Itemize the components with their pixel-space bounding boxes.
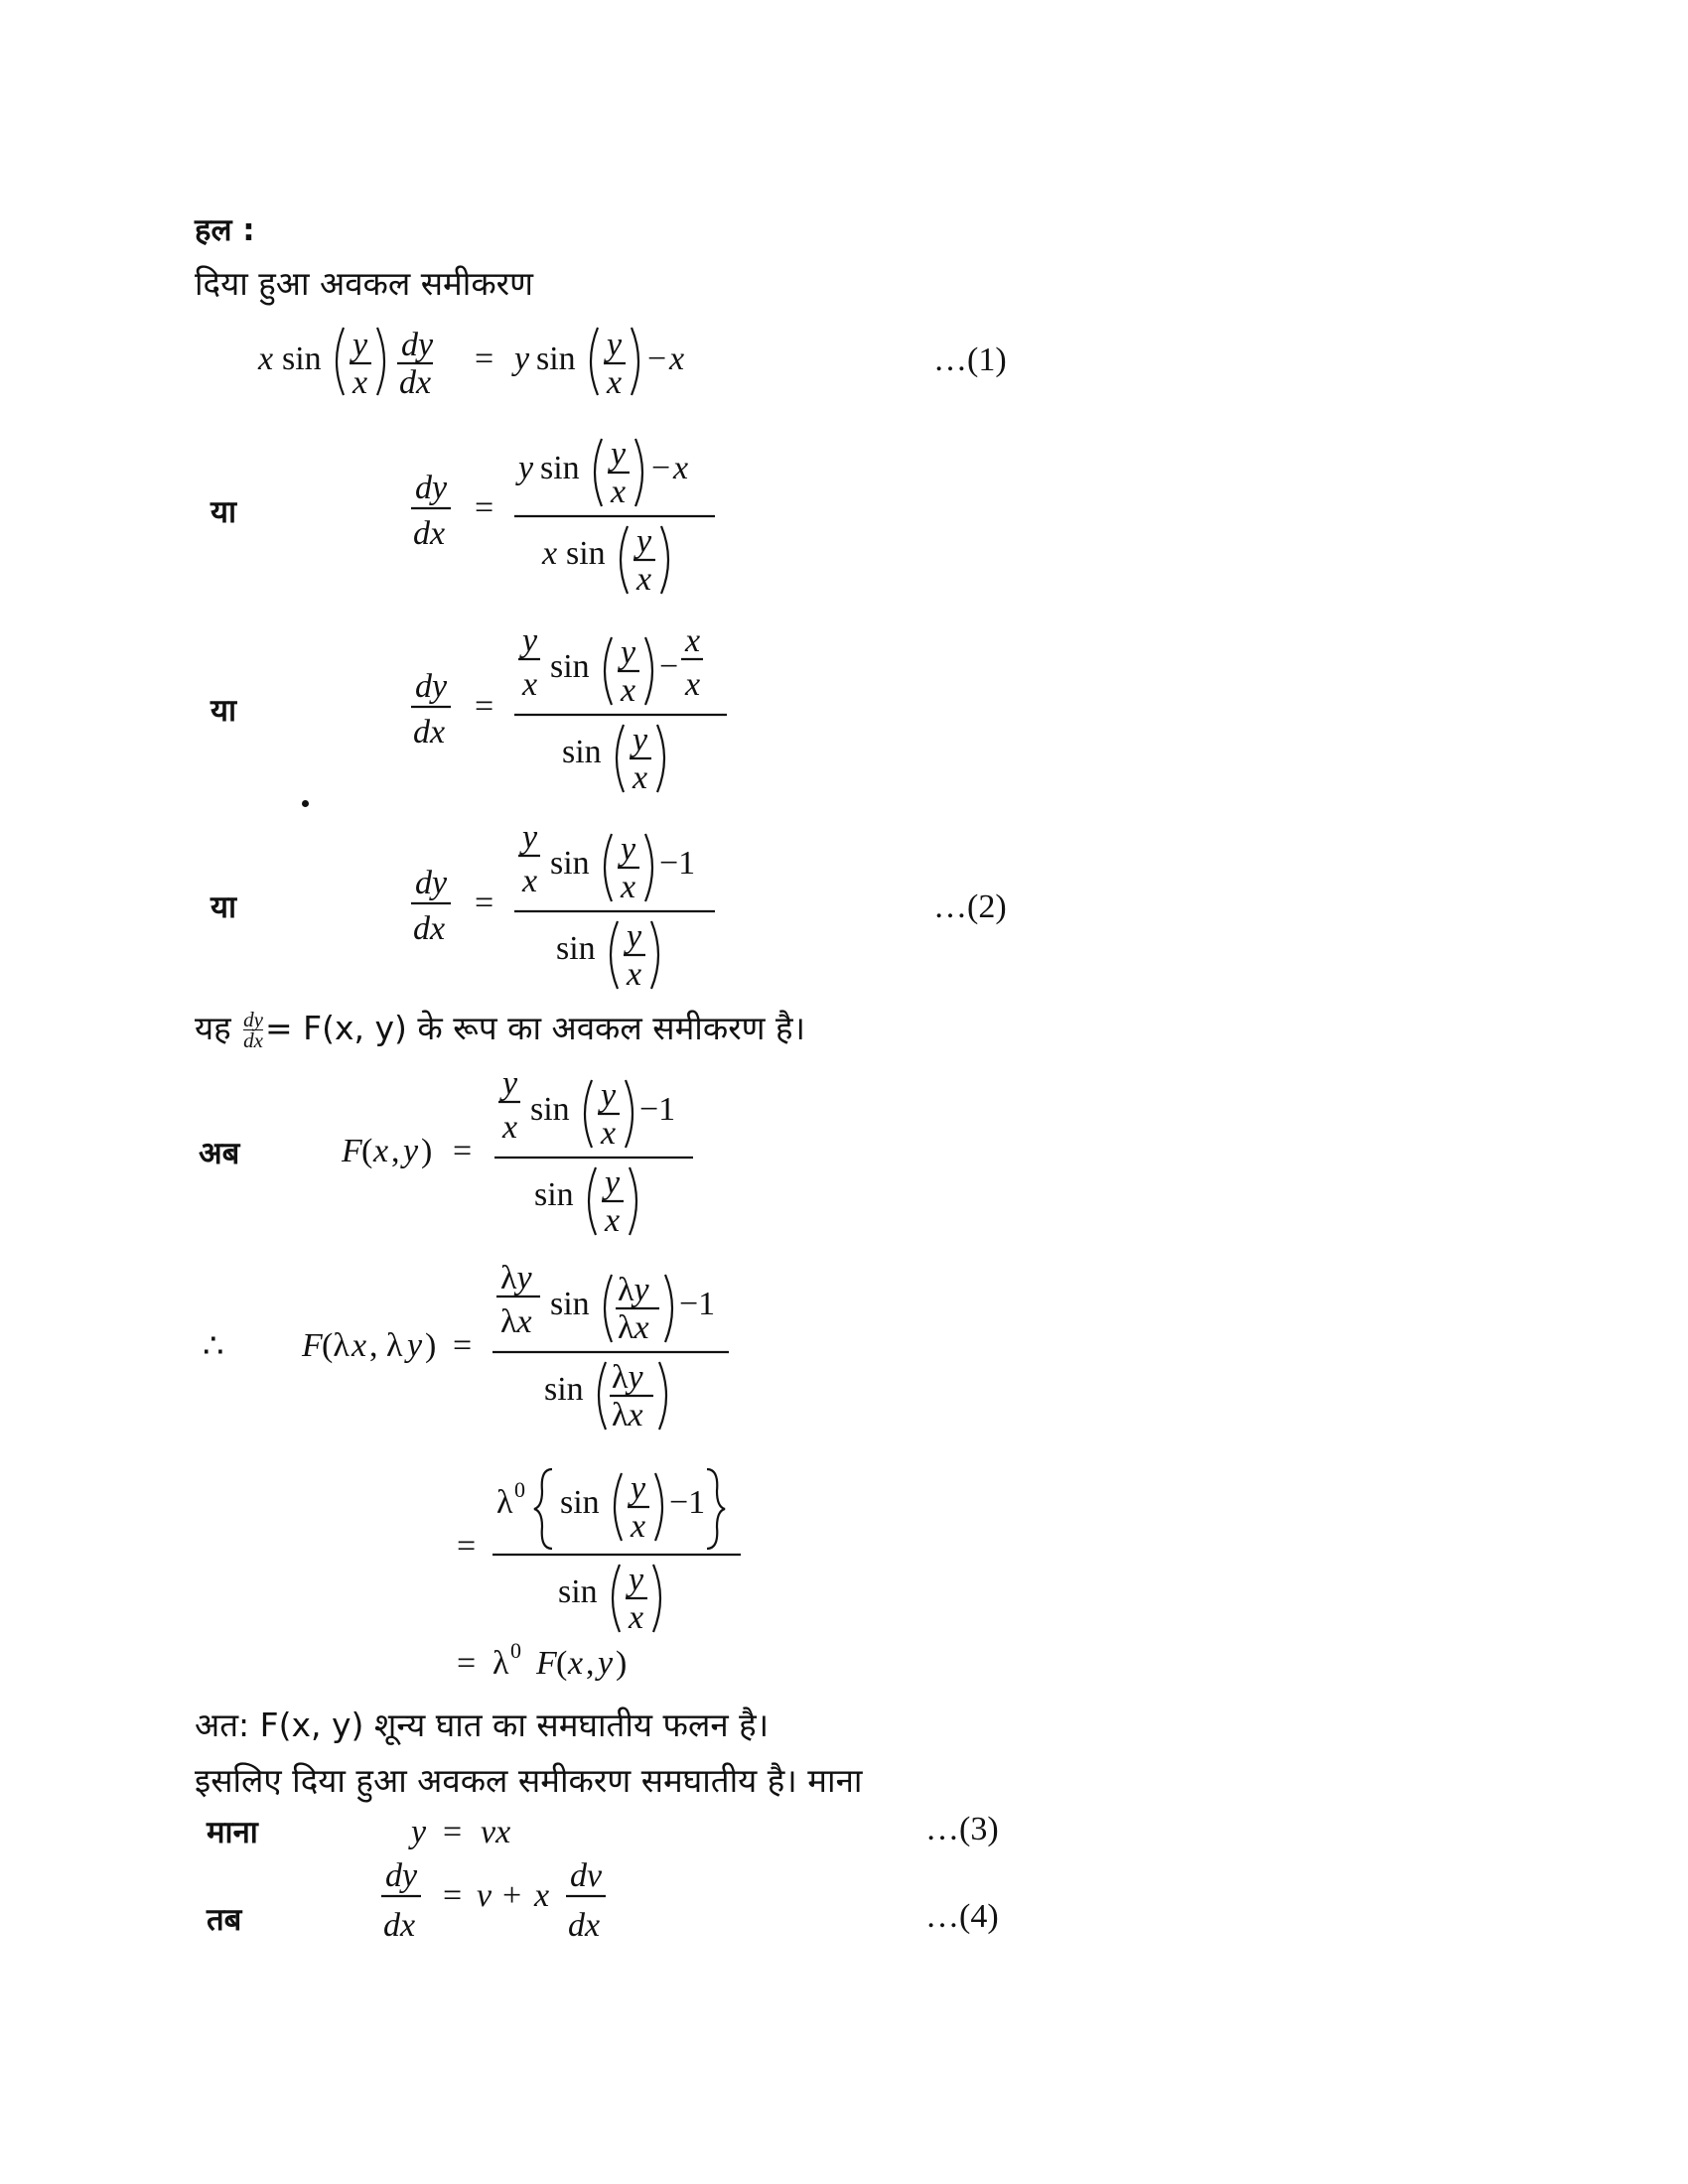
- inline-frac-bottom: dx: [243, 1028, 263, 1052]
- conclusion-homogeneous-equation: इसलिए दिया हुआ अवकल समीकरण समघातीय है। माना: [195, 1761, 863, 1800]
- svg-text:λy: λy: [612, 1359, 643, 1396]
- svg-text:+: +: [502, 1877, 522, 1914]
- svg-text:x: x: [373, 1133, 389, 1169]
- svg-text:=: =: [457, 1528, 477, 1565]
- equation-step-2: [407, 417, 735, 606]
- svg-text:x: x: [258, 341, 274, 377]
- equation-1: [258, 318, 774, 407]
- svg-text:(λ: (λ: [322, 1327, 350, 1364]
- svg-text:F: F: [536, 1645, 557, 1682]
- svg-text:y: y: [522, 622, 538, 659]
- svg-text:x: x: [502, 1109, 518, 1146]
- svg-text:y: y: [636, 523, 652, 560]
- svg-text:sin: sin: [562, 734, 602, 770]
- svg-text:y: y: [518, 450, 534, 486]
- svg-text:x: x: [621, 869, 636, 905]
- svg-text:=: =: [475, 341, 494, 377]
- form-statement: [195, 1005, 805, 1050]
- ya-label-1: या: [211, 494, 237, 530]
- svg-text:y: y: [627, 918, 642, 955]
- svg-text:dy: dy: [415, 668, 448, 705]
- svg-text:(: (: [361, 1133, 373, 1169]
- svg-text:sin: sin: [530, 1091, 570, 1128]
- equation-tag-1: …(1): [933, 341, 1007, 378]
- svg-text:y: y: [514, 341, 530, 377]
- svg-text:dy: dy: [401, 327, 434, 363]
- svg-text:sin: sin: [558, 1573, 598, 1610]
- svg-text:x: x: [605, 1202, 621, 1239]
- equation-4: [377, 1846, 635, 1956]
- svg-text:−: −: [659, 648, 679, 685]
- conclusion-homogeneous-function: अत: F(x, y) शून्य घात का समघातीय फलन है।: [195, 1706, 770, 1744]
- svg-text:y: y: [621, 634, 636, 671]
- svg-text:y: y: [611, 436, 627, 473]
- svg-text:y: y: [605, 1164, 621, 1201]
- svg-text:x: x: [633, 759, 648, 796]
- svg-text:x: x: [352, 1327, 367, 1364]
- svg-text:x: x: [685, 622, 701, 659]
- svg-text:x: x: [627, 956, 642, 993]
- equation-lambda0: [457, 1451, 755, 1640]
- svg-text:λ: λ: [496, 1484, 513, 1521]
- svg-text:dx: dx: [399, 364, 432, 401]
- svg-text:F: F: [342, 1133, 362, 1169]
- equation-tag-2: …(2): [933, 888, 1007, 925]
- svg-text:vx: vx: [481, 1814, 511, 1850]
- svg-text:): ): [425, 1327, 437, 1364]
- svg-text:λ: λ: [492, 1645, 509, 1682]
- svg-text:dy: dy: [415, 865, 448, 901]
- svg-text:λx: λx: [612, 1397, 643, 1433]
- svg-text:y: y: [403, 1133, 419, 1169]
- svg-text:−1: −1: [639, 1091, 676, 1128]
- svg-text:y: y: [621, 831, 636, 868]
- svg-text:dy: dy: [415, 470, 448, 506]
- svg-text:x: x: [669, 341, 685, 377]
- svg-text:dx: dx: [568, 1907, 601, 1944]
- svg-text:y: y: [522, 819, 538, 856]
- svg-text:x: x: [636, 561, 652, 598]
- svg-text:−1: −1: [669, 1484, 706, 1521]
- svg-text:sin: sin: [540, 450, 580, 486]
- stray-mark: [302, 800, 309, 807]
- svg-text:x: x: [673, 450, 689, 486]
- svg-text:,: ,: [391, 1133, 400, 1169]
- svg-text:0: 0: [510, 1638, 521, 1663]
- equation-tag-3: …(3): [925, 1811, 999, 1847]
- svg-text:(: (: [556, 1645, 568, 1682]
- svg-text:sin: sin: [282, 341, 322, 377]
- svg-text:y: y: [601, 1077, 617, 1114]
- svg-text:x: x: [607, 364, 623, 401]
- svg-text:sin: sin: [544, 1371, 584, 1408]
- svg-text:sin: sin: [550, 845, 590, 882]
- svg-text:x: x: [685, 666, 701, 703]
- svg-text:=: =: [443, 1814, 463, 1850]
- svg-text:sin: sin: [556, 930, 596, 967]
- svg-text:=: =: [453, 1327, 473, 1364]
- svg-text:sin: sin: [560, 1484, 600, 1521]
- svg-text:dx: dx: [413, 910, 446, 947]
- svg-text:dy: dy: [385, 1857, 418, 1894]
- svg-text:=: =: [475, 489, 494, 526]
- svg-text:dv: dv: [570, 1857, 603, 1894]
- svg-text:y: y: [411, 1814, 427, 1850]
- svg-text:v: v: [477, 1877, 492, 1914]
- svg-text:sin: sin: [550, 648, 590, 685]
- svg-text:−: −: [647, 341, 667, 377]
- equation-Flambda: [302, 1253, 739, 1441]
- svg-text:y: y: [502, 1065, 518, 1102]
- svg-text:x: x: [534, 1877, 550, 1914]
- svg-text:dx: dx: [383, 1907, 416, 1944]
- svg-text:x: x: [629, 1599, 644, 1636]
- svg-text:λy: λy: [500, 1260, 532, 1297]
- svg-text:x: x: [611, 474, 627, 510]
- solution-heading: हल :: [195, 212, 255, 248]
- maana-label: माना: [207, 1815, 258, 1850]
- svg-text:x: x: [631, 1508, 646, 1545]
- svg-text:−1: −1: [679, 1286, 716, 1322]
- svg-text:y: y: [629, 1562, 644, 1598]
- equation-2: [407, 812, 735, 1001]
- svg-text:=: =: [453, 1133, 473, 1169]
- svg-text:,: ,: [586, 1645, 595, 1682]
- svg-text:y: y: [633, 722, 648, 758]
- ya-label-2: या: [211, 693, 237, 729]
- svg-text:=: =: [475, 885, 494, 921]
- equation-final: [457, 1636, 695, 1686]
- tab-label: तब: [207, 1902, 242, 1938]
- svg-text:sin: sin: [566, 535, 606, 572]
- inline-derivative: [243, 1010, 263, 1050]
- svg-text:λx: λx: [500, 1303, 532, 1340]
- ya-label-3: या: [211, 889, 237, 925]
- svg-text:0: 0: [514, 1477, 525, 1502]
- svg-text:x: x: [621, 672, 636, 709]
- svg-text:−1: −1: [659, 845, 696, 882]
- svg-text:−: −: [651, 450, 671, 486]
- ab-label: अब: [199, 1136, 240, 1171]
- svg-text:λx: λx: [618, 1309, 649, 1346]
- svg-text:): ): [421, 1133, 433, 1169]
- svg-text:y: y: [352, 327, 368, 363]
- svg-text:x: x: [601, 1115, 617, 1152]
- svg-text:x: x: [542, 535, 558, 572]
- svg-text:y: y: [631, 1470, 646, 1507]
- form-prefix: यह: [195, 1009, 231, 1047]
- svg-text:sin: sin: [550, 1286, 590, 1322]
- svg-text:y: y: [607, 327, 623, 363]
- svg-text:=: =: [443, 1877, 463, 1914]
- svg-text:x: x: [522, 666, 538, 703]
- form-suffix: = F(x, y) के रूप का अवकल समीकरण है।: [265, 1009, 806, 1047]
- equation-Fxy: [342, 1058, 719, 1247]
- svg-text:λy: λy: [618, 1272, 649, 1308]
- svg-text:=: =: [475, 688, 494, 725]
- svg-text:y: y: [407, 1327, 423, 1364]
- svg-text:sin: sin: [536, 341, 576, 377]
- svg-text:dx: dx: [413, 714, 446, 751]
- svg-text:x: x: [522, 863, 538, 899]
- svg-text:): ): [616, 1645, 628, 1682]
- svg-text:=: =: [457, 1645, 477, 1682]
- therefore-symbol: ∴: [203, 1328, 224, 1365]
- svg-text:, λ: , λ: [369, 1327, 403, 1364]
- intro-text: दिया हुआ अवकल समीकरण: [195, 264, 534, 303]
- svg-text:x: x: [568, 1645, 584, 1682]
- svg-text:x: x: [352, 364, 368, 401]
- svg-text:y: y: [598, 1645, 614, 1682]
- svg-text:sin: sin: [534, 1176, 574, 1213]
- equation-step-3: [407, 615, 745, 804]
- equation-tag-4: …(4): [925, 1898, 999, 1935]
- svg-text:dx: dx: [413, 515, 446, 552]
- svg-text:F: F: [302, 1327, 323, 1364]
- inline-frac-top: dy: [243, 1008, 263, 1031]
